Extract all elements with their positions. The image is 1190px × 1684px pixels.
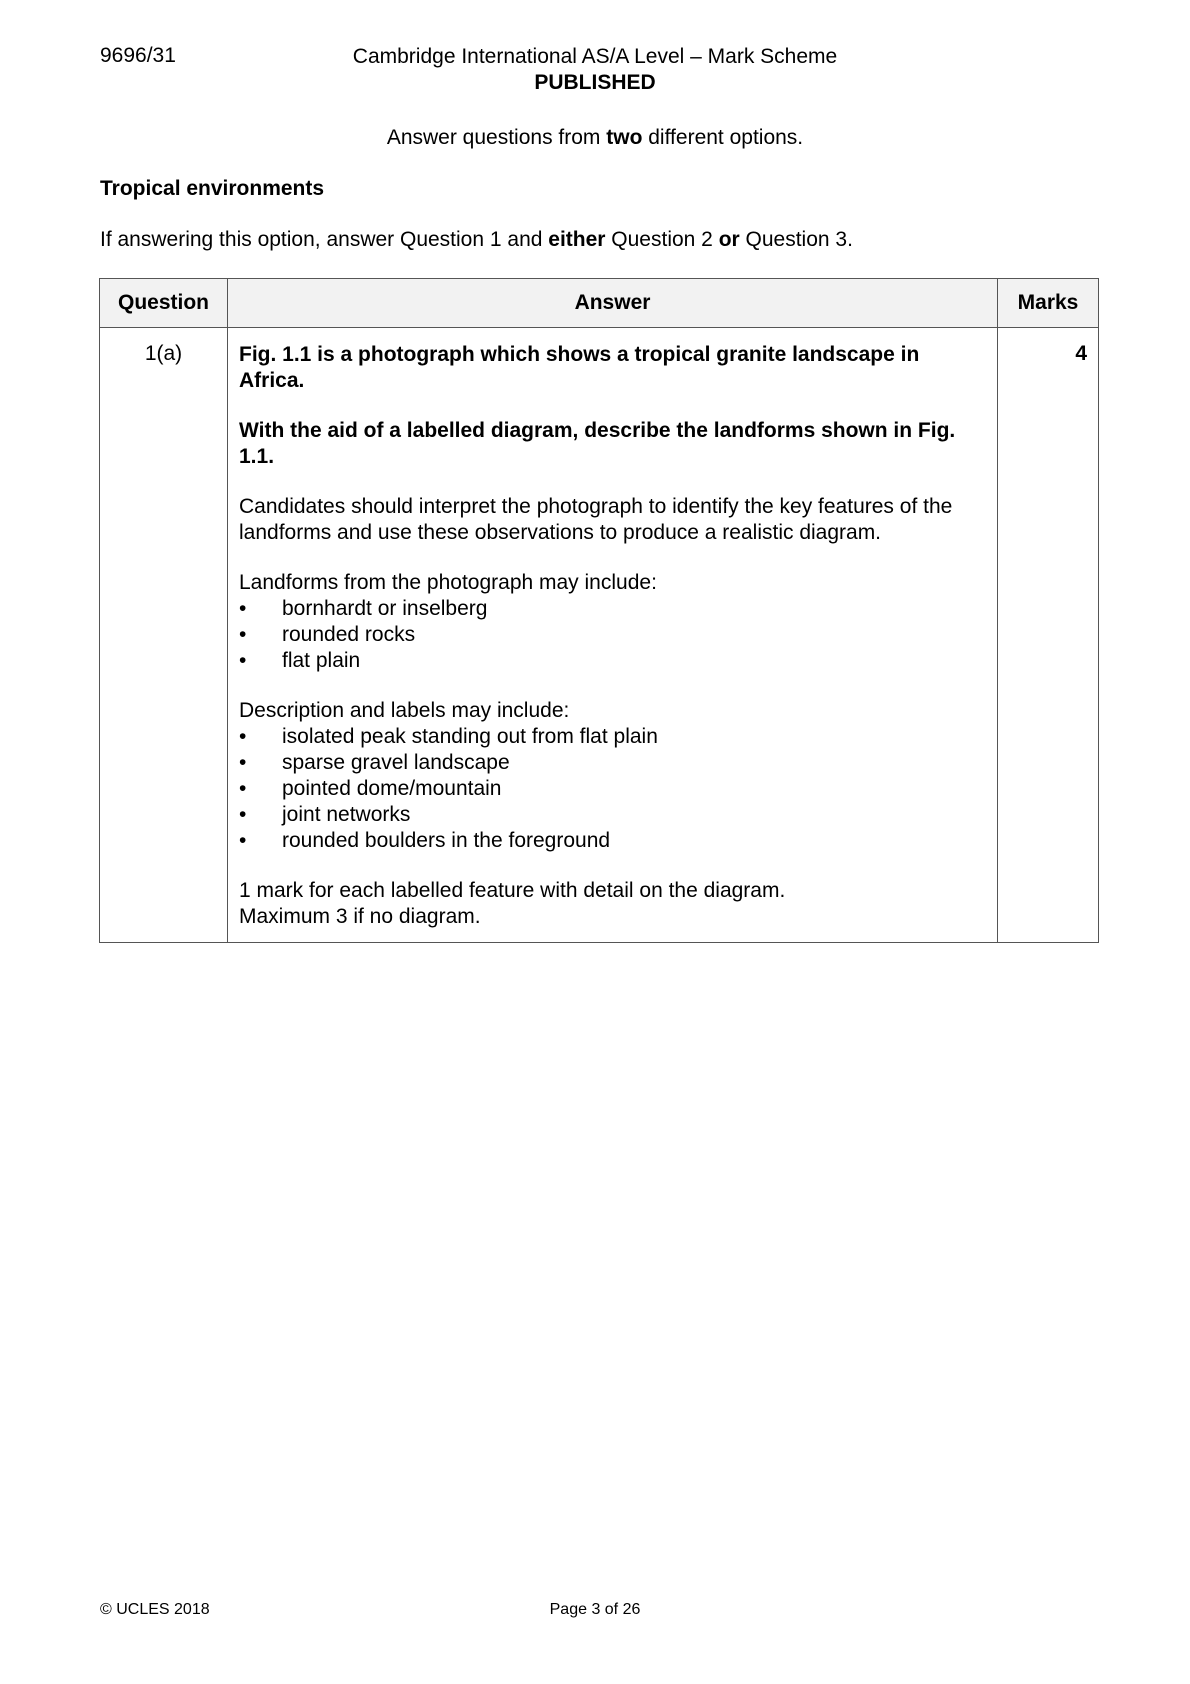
instruction-text-after: different options. [642, 126, 804, 149]
page-header [0, 44, 1190, 96]
mark-scheme-table [99, 278, 1099, 943]
list-item [239, 828, 985, 854]
instruction-bold: two [606, 126, 643, 149]
list-item-text: isolated peak standing out from flat plain [282, 725, 658, 748]
list-item [239, 596, 985, 622]
bullet: • [239, 725, 247, 748]
answer-cell [228, 328, 998, 943]
question-prompt-1: Fig. 1.1 is a photograph which shows a tropical granite landscape in Africa. [239, 343, 920, 392]
header-answer: Answer [228, 279, 998, 328]
section-title: Tropical environments [100, 177, 325, 200]
list-item-text: joint networks [282, 803, 411, 826]
descriptions-list [239, 724, 985, 854]
option-note [100, 228, 853, 252]
bullet: • [239, 803, 247, 826]
list-item-text: bornhardt or inselberg [282, 597, 488, 620]
list-item [239, 802, 985, 828]
list-item [239, 750, 985, 776]
question-number: 1(a) [100, 328, 228, 943]
bullet: • [239, 623, 247, 646]
list-item-text: flat plain [282, 649, 361, 672]
list-item-text: pointed dome/mountain [282, 777, 502, 800]
question-prompt-2: With the aid of a labelled diagram, describe the landforms shown in Fig. 1.1. [239, 419, 956, 468]
bullet: • [239, 597, 247, 620]
guidance-text: Candidates should interpret the photograph to identify the key features of the landforms and use these observations to produce a realistic diagram. [239, 495, 953, 544]
option-note-bold2: or [718, 228, 740, 251]
landforms-list [239, 596, 985, 674]
list-item [239, 776, 985, 802]
list-item-text: sparse gravel landscape [282, 751, 510, 774]
list-item-text: rounded rocks [282, 623, 416, 646]
footer-page-number: Page 3 of 26 [549, 1601, 641, 1618]
mark-note-2: Maximum 3 if no diagram. [239, 905, 481, 928]
bullet: • [239, 649, 247, 672]
instruction-line [0, 126, 1190, 150]
footer-copyright: © UCLES 2018 [100, 1601, 210, 1618]
header-title: Cambridge International AS/A Level – Mark Scheme [352, 45, 838, 68]
paper-code: 9696/31 [100, 44, 176, 67]
bullet: • [239, 751, 247, 774]
table-row [100, 328, 1099, 943]
marks-value: 4 [998, 328, 1099, 943]
option-note-part3: Question 3. [739, 228, 853, 251]
option-note-bold1: either [548, 228, 606, 251]
mark-note-1: 1 mark for each labelled feature with detail on the diagram. [239, 879, 786, 902]
bullet: • [239, 829, 247, 852]
header-subtitle: PUBLISHED [534, 71, 656, 94]
bullet: • [239, 777, 247, 800]
list-item [239, 622, 985, 648]
option-note-part1: If answering this option, answer Question 1 and [100, 228, 549, 251]
header-marks: Marks [998, 279, 1099, 328]
header-question: Question [100, 279, 228, 328]
list-item-text: rounded boulders in the foreground [282, 829, 611, 852]
option-note-part2: Question 2 [605, 228, 719, 251]
table-header-row [100, 279, 1099, 328]
instruction-text-before: Answer questions from [386, 126, 607, 149]
landforms-intro: Landforms from the photograph may include: [239, 571, 657, 594]
description-intro: Description and labels may include: [239, 699, 570, 722]
list-item [239, 724, 985, 750]
list-item [239, 648, 985, 674]
